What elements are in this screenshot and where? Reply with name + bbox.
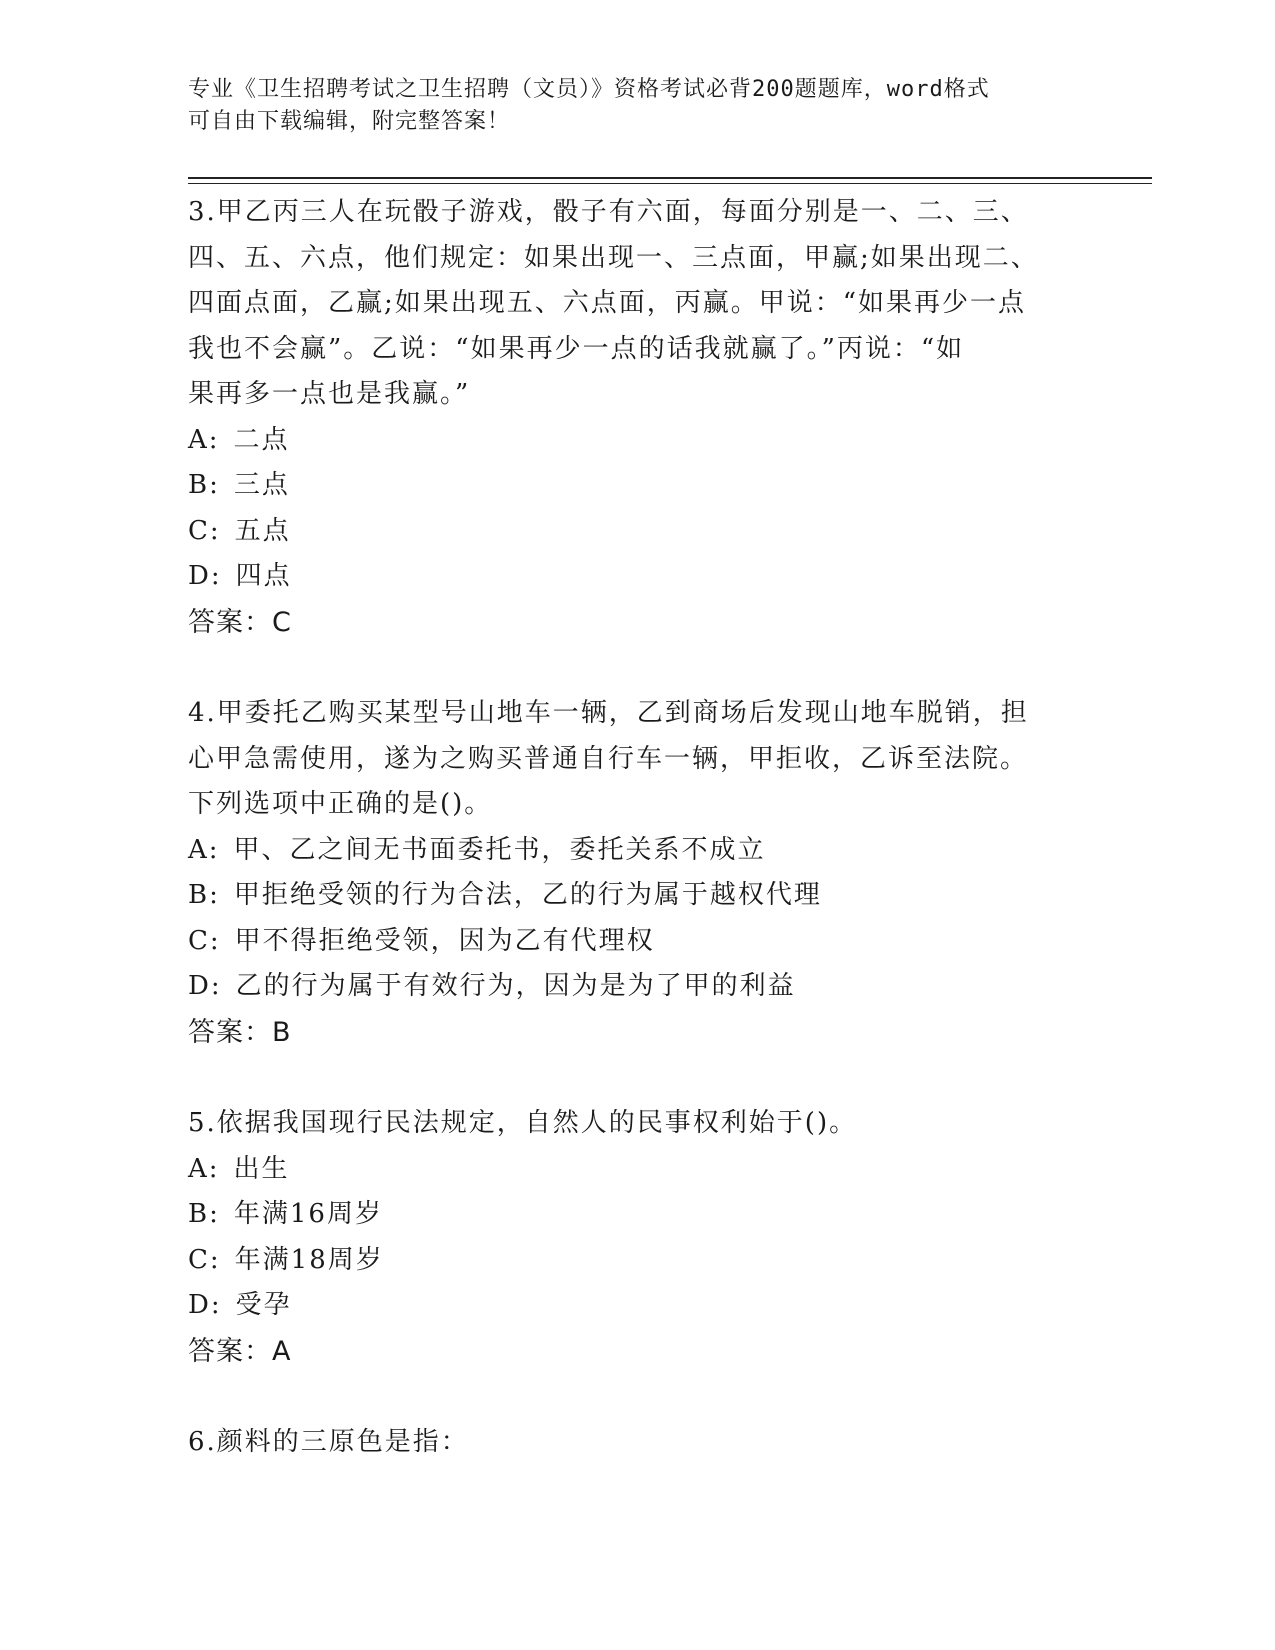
option-text: 五点 <box>234 515 291 546</box>
answer-line: 答案：A <box>188 1335 292 1367</box>
option-key: A: <box>188 1153 220 1184</box>
answer-option <box>188 964 1088 1010</box>
question-stem-line: 我也不会赢”。乙说：“如果再少一点的话我就赢了。”丙说：“如 <box>188 333 965 364</box>
answer-option <box>188 463 1088 509</box>
answer-line: 答案：B <box>188 1016 292 1048</box>
question-stem-line: 四、五、六点，他们规定：如果出现一、三点面，甲赢;如果出现二、 <box>188 242 1039 273</box>
answer-option <box>188 554 1088 600</box>
question-block <box>188 1101 1088 1374</box>
option-key: A: <box>188 424 220 455</box>
option-key: C: <box>188 925 221 956</box>
document-header <box>188 74 1088 138</box>
question-block <box>188 1420 1088 1466</box>
question-stem-line: 心甲急需使用，遂为之购买普通自行车一辆，甲拒收，乙诉至法院。 <box>188 743 1029 774</box>
question-stem-line: 下列选项中正确的是()。 <box>188 789 493 819</box>
option-text: 甲拒绝受领的行为合法，乙的行为属于越权代理 <box>233 880 822 910</box>
question-stem-line: 3.甲乙丙三人在玩骰子游戏，骰子有六面，每面分别是一、二、三、 <box>188 197 1029 227</box>
answer-option <box>188 509 1088 555</box>
question-stem-line: 果再多一点也是我赢。” <box>188 379 471 409</box>
answer-option <box>188 1192 1088 1238</box>
option-text: 受孕 <box>235 1290 292 1320</box>
option-text: 出生 <box>233 1153 290 1184</box>
option-key: D: <box>188 971 222 1001</box>
answer-line: 答案：C <box>188 606 292 638</box>
option-text: 乙的行为属于有效行为，因为是为了甲的利益 <box>235 971 796 1001</box>
question-list <box>188 190 1088 1466</box>
option-text: 二点 <box>233 424 290 455</box>
answer-option <box>188 873 1088 919</box>
header-divider-thin <box>188 183 1152 184</box>
option-key: D: <box>188 1290 222 1320</box>
option-key: D: <box>188 561 222 591</box>
question-spacer <box>188 1055 1088 1101</box>
option-key: C: <box>188 1244 221 1275</box>
option-text: 甲不得拒绝受领，因为乙有代理权 <box>234 925 655 956</box>
answer-option <box>188 919 1088 965</box>
option-key: B: <box>188 470 220 500</box>
option-text: 年满16周岁 <box>233 1199 383 1229</box>
option-key: C: <box>188 515 221 546</box>
answer-option <box>188 418 1088 464</box>
answer-option <box>188 828 1088 874</box>
header-line-1: 专业《卫生招聘考试之卫生招聘（文员）》资格考试必背200题题库，word格式 <box>188 77 990 102</box>
answer-option <box>188 1283 1088 1329</box>
option-text: 甲、乙之间无书面委托书，委托关系不成立 <box>233 834 766 865</box>
option-key: B: <box>188 1199 220 1229</box>
header-line-2: 可自由下载编辑，附完整答案！ <box>188 109 511 134</box>
question-spacer <box>188 1374 1088 1420</box>
option-text: 三点 <box>233 470 290 500</box>
question-stem-line: 四面点面，乙赢;如果出现五、六点面，丙赢。甲说：“如果再少一点 <box>188 288 1027 318</box>
question-stem-line: 6.颜料的三原色是指： <box>188 1427 469 1457</box>
option-key: A: <box>188 834 220 865</box>
option-key: B: <box>188 880 220 910</box>
answer-option <box>188 1238 1088 1284</box>
question-block <box>188 190 1088 645</box>
header-divider-thick <box>188 177 1152 179</box>
option-text: 四点 <box>235 561 292 591</box>
question-stem-line: 4.甲委托乙购买某型号山地车一辆，乙到商场后发现山地车脱销，担 <box>188 698 1029 728</box>
option-text: 年满18周岁 <box>234 1244 384 1275</box>
question-stem-line: 5.依据我国现行民法规定，自然人的民事权利始于()。 <box>188 1108 858 1138</box>
answer-option <box>188 1147 1088 1193</box>
question-spacer <box>188 645 1088 691</box>
question-block <box>188 691 1088 1055</box>
